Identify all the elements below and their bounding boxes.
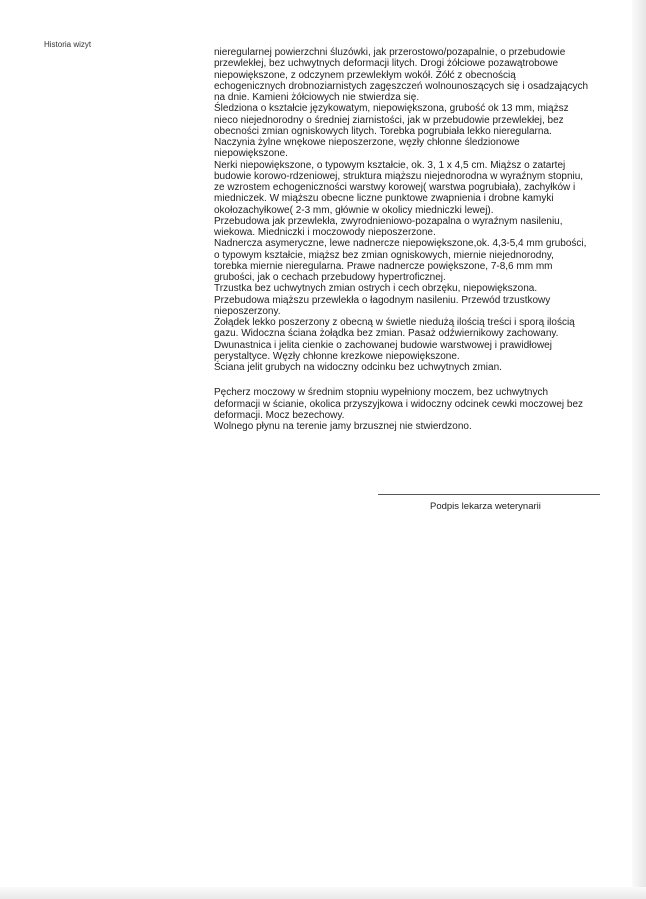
paragraph-free-fluid: Wolnego płynu na terenie jamy brzusznej nie stwierdzono. xyxy=(214,421,472,432)
paragraph-stomach: Żołądek lekko poszerzony z obecną w świetle niedużą ilością treści i sporą ilością gazu. Widoczna ściana żołądka bez zmian. Pasaż odźwiernikowy zachowany. xyxy=(214,317,575,340)
paragraph-colon: Ściana jelit grubych na widoczny odcinku bez uchwytnych zmian. xyxy=(214,362,502,373)
paragraph-gallbladder: nieregularnej powierzchni śluzówki, jak przerostowo/pozapalnie, o przebudowie przewlekłej, bez uchwytnych deformacji litych. Drogi żółciowe pozawątrobowe niepowiększone, z odczynem przewlekłym wokół. Żółć z obecnością echogenicznych drobnoziarnistych zagęszczeń wolnounoszących się i osadzających na dnie. Kamieni żółciowych nie stwierdza się. xyxy=(214,47,589,103)
paragraph-bladder: Pęcherz moczowy w średnim stopniu wypełniony moczem, bez uchwytnych deformacji w ścianie, okolica przyszyjkowa i widoczny odcinek cewki moczowej bez deformacji. Mocz bezechowy. xyxy=(214,387,584,421)
signature-label: Podpis lekarza weterynarii xyxy=(430,501,541,512)
paragraph-kidneys-remodeling: Przebudowa jak przewlekła, zwyrodnieniowo-pozapalna o wyraźnym nasileniu, wiekowa. Miedniczki i moczowody nieposzerzone. xyxy=(214,215,563,238)
paragraph-kidneys: Nerki niepowiększone, o typowym kształcie, ok. 3, 1 x 4,5 cm. Miąższ o zatartej budowie korowo-rdzeniowej, struktura miąższu niejednorodna w wyraźnym stopniu, ze wzrostem echogeniczności warstwy korowej( warstwa pogrubiała), zachyłków i miedniczek. W miąższu obecne liczne punktowe zwapnienia i drobne kamyki okołozachyłkowe( 2-3 mm, głównie w okolicy miedniczki lewej). xyxy=(214,159,584,216)
paragraph-gap xyxy=(214,373,590,387)
paragraph-spleen: Śledziona o kształcie językowatym, niepowiększona, grubość ok 13 mm, miąższ nieco niejednorodny o średniej ziarnistości, jak w przebudowie przewlekłej, bez obecności zmian ogniskowych litych. Torebka pogrubiała lekko nieregularna. Naczynia żylne wnękowe nieposzerzone, węzły chłonne śledzionowe niepowiększone. xyxy=(214,103,569,160)
paragraph-pancreas: Trzustka bez uchwytnych zmian ostrych i cech obrzęku, niepowiększona. Przebudowa miąższu przewlekła o łagodnym nasileniu. Przewód trzustkowy nieposzerzony. xyxy=(214,283,551,317)
scan-edge-right xyxy=(632,0,646,899)
paragraph-duodenum: Dwunastnica i jelita cienkie o zachowanej budowie warstwowej i prawidłowej perystaltyce. Węzły chłonne krezkowe niepowiększone. xyxy=(214,339,552,362)
paragraph-adrenals: Nadnercza asymeryczne, lewe nadnercze niepowiększone,ok. 4,3-5,4 mm grubości, o typowym kształcie, miąższ bez zmian ogniskowych, miernie niejednorodny, torebka miernie nieregularna. Prawe nadnercze powiększone, 7-8,6 mm mm grubości, jak o cechach przebudowy hypertroficznej. xyxy=(214,238,587,283)
scan-edge-bottom xyxy=(0,887,646,899)
visit-history-label: Historia wizyt xyxy=(44,40,92,49)
report-body xyxy=(214,47,590,432)
signature-line xyxy=(378,494,600,495)
